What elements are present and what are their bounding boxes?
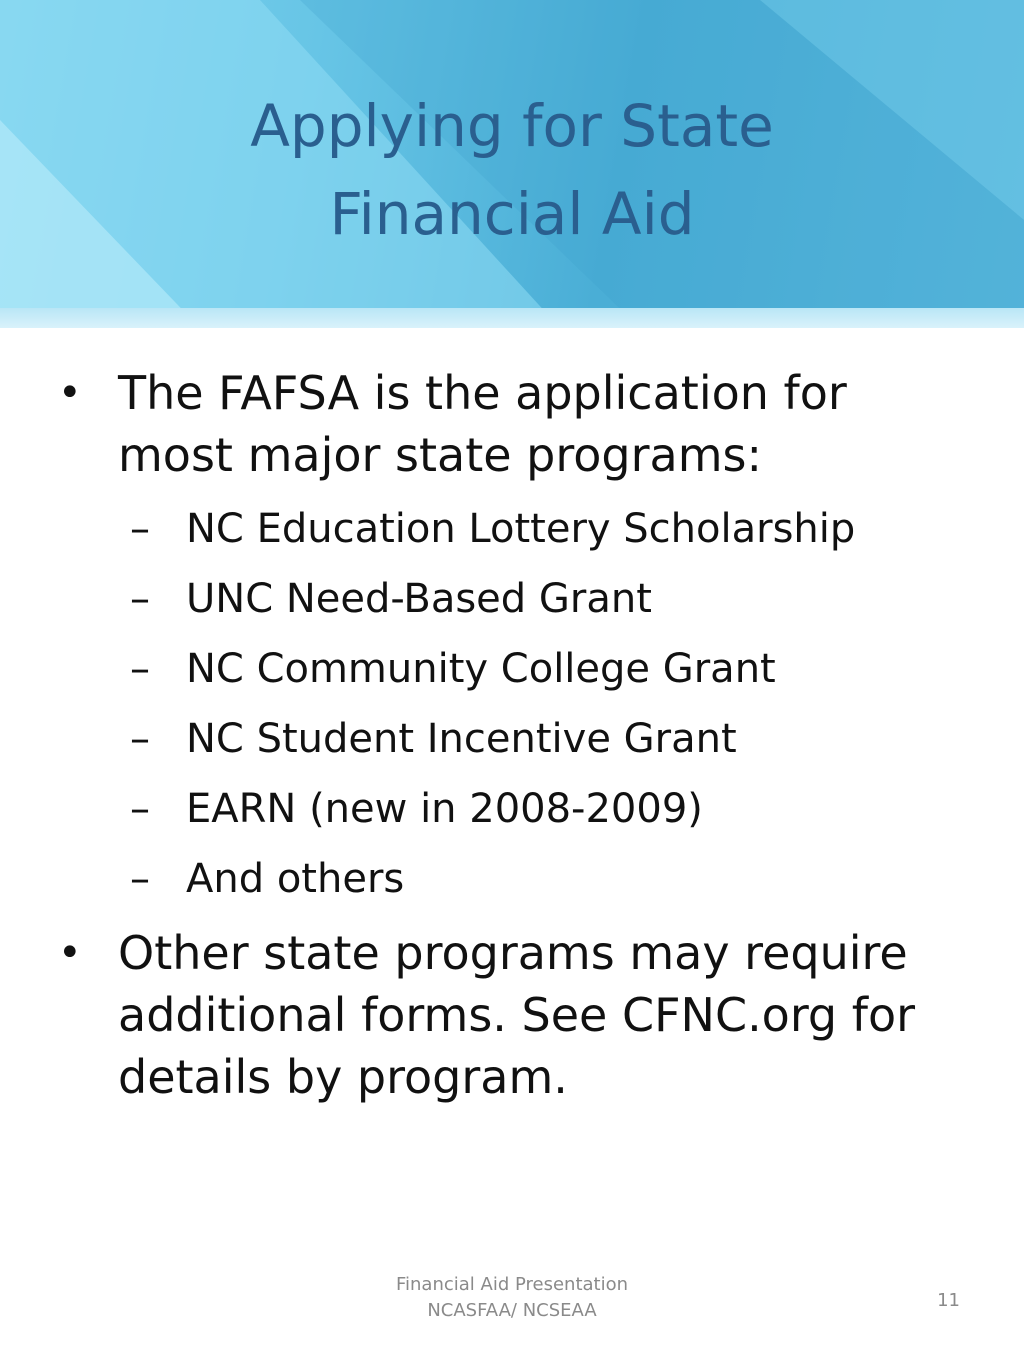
dash-icon: – [130, 506, 150, 552]
bullet-item [0, 362, 1024, 486]
title-line-1: Applying for State [250, 92, 774, 160]
dash-icon: – [130, 856, 150, 902]
bullet-text: The FAFSA is the application for most major state programs: [118, 366, 847, 482]
footer [312, 1272, 712, 1324]
dash-icon: – [130, 716, 150, 762]
bullet-text: Other state programs may require additional forms. See CFNC.org for details by program. [118, 926, 916, 1104]
sub-item-text: UNC Need-Based Grant [186, 576, 652, 622]
bullet-icon: • [58, 370, 82, 416]
sub-item [0, 494, 1024, 564]
sub-item [0, 774, 1024, 844]
bullet-item [0, 922, 1024, 1108]
sub-list [0, 494, 1024, 914]
sub-item [0, 564, 1024, 634]
slide-title [0, 82, 1024, 258]
sub-item-text: EARN (new in 2008-2009) [186, 786, 703, 832]
sub-item-text: And others [186, 856, 405, 902]
sub-item [0, 704, 1024, 774]
bullet-icon: • [58, 930, 82, 976]
sub-item-text: NC Student Incentive Grant [186, 716, 737, 762]
header-divider [0, 308, 1024, 328]
dash-icon: – [130, 646, 150, 692]
sub-item-text: NC Community College Grant [186, 646, 776, 692]
sub-item [0, 634, 1024, 704]
title-line-2: Financial Aid [329, 180, 695, 248]
page-number: 11 [937, 1290, 960, 1311]
footer-line-2: NCASFAA/ NCSEAA [427, 1300, 597, 1321]
sub-item-text: NC Education Lottery Scholarship [186, 506, 856, 552]
footer-line-1: Financial Aid Presentation [395, 1274, 629, 1295]
dash-icon: – [130, 576, 150, 622]
sub-item [0, 844, 1024, 914]
slide-body [0, 362, 1024, 1108]
dash-icon: – [130, 786, 150, 832]
